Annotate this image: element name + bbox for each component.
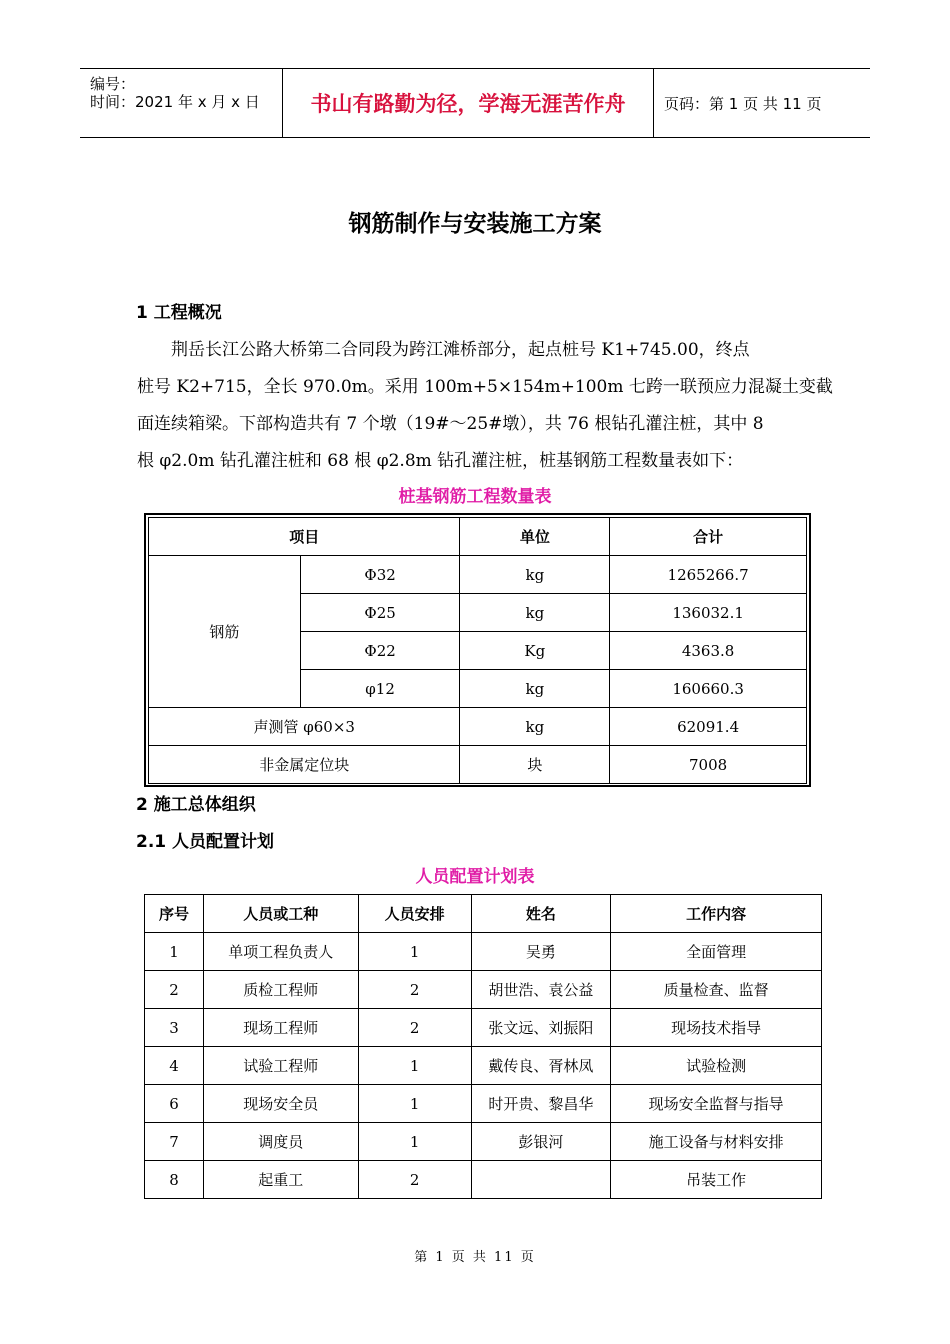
name-cell: 张文远、刘振阳: [471, 1009, 611, 1047]
unit-cell: kg: [460, 556, 610, 594]
table-header-row: [145, 895, 822, 933]
table-row: [149, 708, 807, 746]
count-cell: 1: [358, 1085, 471, 1123]
rebar-quantity-table: [148, 517, 807, 784]
role-cell: 现场工程师: [203, 1009, 358, 1047]
role-cell: 单项工程负责人: [203, 933, 358, 971]
table1-caption: 桩基钢筋工程数量表: [398, 487, 552, 507]
staffing-plan-table: [144, 894, 822, 1199]
seq-cell: 6: [145, 1085, 204, 1123]
col-header-unit: 单位: [460, 518, 610, 556]
role-cell: 试验工程师: [203, 1047, 358, 1085]
col-header-duty: 工作内容: [611, 895, 822, 933]
col-header-seq: 序号: [145, 895, 204, 933]
header-meta: [80, 69, 283, 137]
section1-paragraph: [137, 332, 833, 480]
seq-cell: 4: [145, 1047, 204, 1085]
table-row: [145, 1123, 822, 1161]
count-cell: 1: [358, 1047, 471, 1085]
spec-cell: Φ25: [300, 594, 460, 632]
spec-cell: Φ22: [300, 632, 460, 670]
total-cell: 160660.3: [610, 670, 807, 708]
item-cell: 声测管 φ60×3: [149, 708, 460, 746]
name-cell: [471, 1161, 611, 1199]
total-cell: 136032.1: [610, 594, 807, 632]
table-row: [145, 1161, 822, 1199]
total-cell: 4363.8: [610, 632, 807, 670]
table-row: [145, 1047, 822, 1085]
role-cell: 质检工程师: [203, 971, 358, 1009]
table-row: [145, 933, 822, 971]
paragraph-line: 根 φ2.0m 钻孔灌注桩和 68 根 φ2.8m 钻孔灌注桩，桩基钢筋工程数量表如下：: [137, 451, 744, 471]
col-header-count: 人员安排: [358, 895, 471, 933]
role-cell: 起重工: [203, 1161, 358, 1199]
section1-heading: 1 工程概况: [136, 303, 222, 323]
item-cell: 非金属定位块: [149, 746, 460, 784]
group-label-cell: 钢筋: [149, 556, 301, 708]
name-cell: 时开贵、黎昌华: [471, 1085, 611, 1123]
col-header-role: 人员或工种: [203, 895, 358, 933]
name-cell: 彭银河: [471, 1123, 611, 1161]
table-row: [149, 556, 807, 594]
name-cell: 戴传良、胥林凤: [471, 1047, 611, 1085]
unit-cell: 块: [460, 746, 610, 784]
duty-cell: 现场技术指导: [611, 1009, 822, 1047]
table-row: [145, 1009, 822, 1047]
spec-cell: φ12: [300, 670, 460, 708]
duty-cell: 全面管理: [611, 933, 822, 971]
section2-heading: 2 施工总体组织: [136, 795, 256, 815]
total-cell: 7008: [610, 746, 807, 784]
count-cell: 1: [358, 933, 471, 971]
col-header-item: 项目: [149, 518, 460, 556]
duty-cell: 现场安全监督与指导: [611, 1085, 822, 1123]
unit-cell: kg: [460, 708, 610, 746]
unit-cell: Kg: [460, 632, 610, 670]
unit-cell: kg: [460, 594, 610, 632]
time-label: 时间：2021 年 x 月 x 日: [90, 93, 260, 111]
header-slogan: 书山有路勤为径，学海无涯苦作舟: [283, 69, 654, 137]
unit-cell: kg: [460, 670, 610, 708]
table-header-row: [149, 518, 807, 556]
section2-1-heading: 2.1 人员配置计划: [136, 832, 275, 852]
count-cell: 1: [358, 1123, 471, 1161]
paragraph-line: 桩号 K2+715，全长 970.0m。采用 100m+5×154m+100m 七跨一联预应力混凝土变截: [137, 377, 833, 397]
paragraph-line: 面连续箱梁。下部构造共有 7 个墩（19#～25#墩），共 76 根钻孔灌注桩，其中 8: [137, 414, 764, 434]
total-cell: 62091.4: [610, 708, 807, 746]
seq-cell: 3: [145, 1009, 204, 1047]
table-row: [145, 971, 822, 1009]
name-cell: 吴勇: [471, 933, 611, 971]
document-title: 钢筋制作与安装施工方案: [348, 211, 602, 237]
number-label: 编号：: [90, 75, 136, 93]
table-row: [145, 1085, 822, 1123]
seq-cell: 7: [145, 1123, 204, 1161]
table2-caption: 人员配置计划表: [415, 867, 535, 887]
name-cell: 胡世浩、袁公益: [471, 971, 611, 1009]
table1-frame: [144, 513, 811, 787]
role-cell: 调度员: [203, 1123, 358, 1161]
seq-cell: 8: [145, 1161, 204, 1199]
role-cell: 现场安全员: [203, 1085, 358, 1123]
paragraph-line: 荆岳长江公路大桥第二合同段为跨江滩桥部分，起点桩号 K1+745.00，终点: [171, 340, 750, 360]
header-page-info: 页码：第 1 页 共 11 页: [664, 95, 822, 113]
seq-cell: 2: [145, 971, 204, 1009]
count-cell: 2: [358, 1161, 471, 1199]
duty-cell: 吊装工作: [611, 1161, 822, 1199]
col-header-name: 姓名: [471, 895, 611, 933]
count-cell: 2: [358, 1009, 471, 1047]
table-row: [149, 746, 807, 784]
page-footer: 第 1 页 共 11 页: [414, 1250, 536, 1265]
col-header-total: 合计: [610, 518, 807, 556]
seq-cell: 1: [145, 933, 204, 971]
duty-cell: 施工设备与材料安排: [611, 1123, 822, 1161]
duty-cell: 质量检查、监督: [611, 971, 822, 1009]
page-header: [80, 68, 870, 138]
duty-cell: 试验检测: [611, 1047, 822, 1085]
count-cell: 2: [358, 971, 471, 1009]
spec-cell: Φ32: [300, 556, 460, 594]
total-cell: 1265266.7: [610, 556, 807, 594]
